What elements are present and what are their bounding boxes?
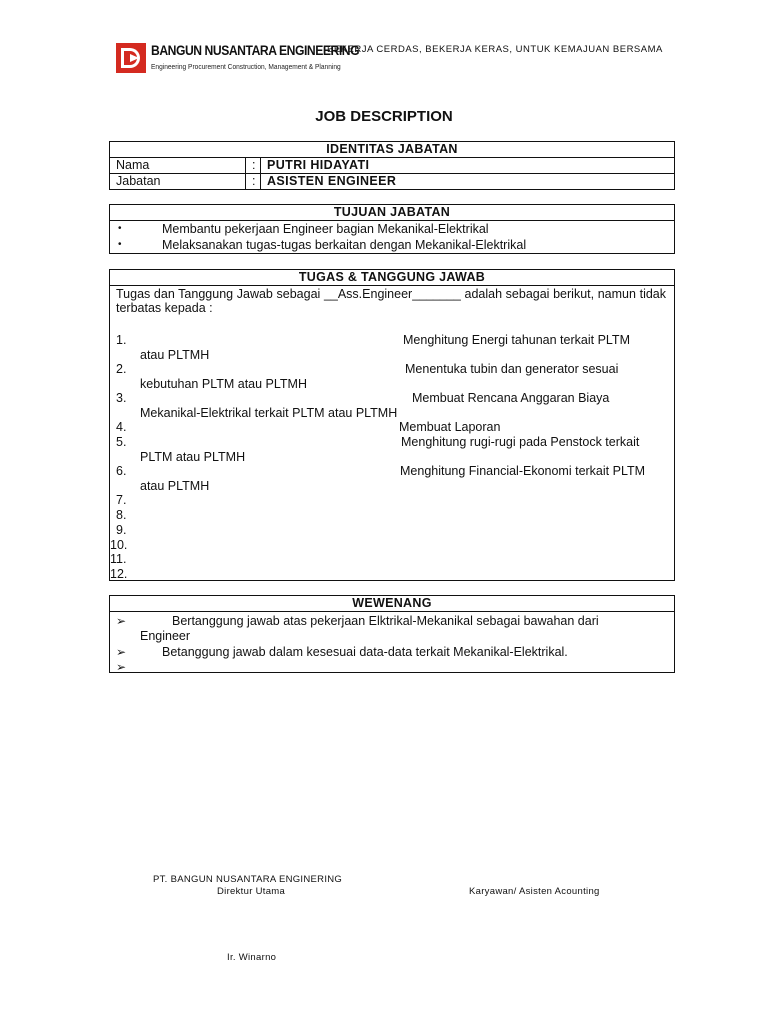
company-name: BANGUN NUSANTARA ENGINEERING xyxy=(151,43,360,58)
nama-label: Nama xyxy=(110,158,246,174)
tugas-body xyxy=(110,286,674,580)
item-number: 1. xyxy=(116,333,127,347)
nama-colon: : xyxy=(246,158,261,174)
tugas-section xyxy=(109,269,675,581)
tugas-item-continuation: atau PLTMH xyxy=(140,479,210,493)
bullet-icon: • xyxy=(118,223,122,234)
jabatan-colon: : xyxy=(246,174,261,190)
company-logo xyxy=(116,43,146,73)
director-name: Ir. Winarno xyxy=(227,952,277,963)
bullet-icon: • xyxy=(118,239,122,250)
item-number: 9. xyxy=(116,523,127,537)
tugas-item-text: Menghitung rugi-rugi pada Penstock terkait xyxy=(401,435,640,449)
tugas-item-text: Menentuka tubin dan generator sesuai xyxy=(405,362,619,376)
wewenang-section xyxy=(109,595,675,673)
item-number: 3. xyxy=(116,391,127,405)
item-number: 4. xyxy=(116,420,127,434)
item-number: 6. xyxy=(116,464,127,478)
wewenang-body xyxy=(110,612,674,672)
tugas-item-text: Menghitung Energi tahunan terkait PLTM xyxy=(403,333,630,347)
arrow-bullet-icon: ➢ xyxy=(116,660,127,674)
tujuan-item-text: Melaksanakan tugas-tugas berkaitan dengan Mekanikal-Elektrikal xyxy=(162,238,527,252)
company-signatory: PT. BANGUN NUSANTARA ENGINERING xyxy=(153,874,343,885)
identitas-table xyxy=(110,158,674,189)
tugas-intro: Tugas dan Tanggung Jawab sebagai __Ass.Engineer_______ adalah sebagai berikut, namun tidak terbatas kepada : xyxy=(116,287,666,315)
nama-value: PUTRI HIDAYATI xyxy=(267,158,370,172)
company-subtitle: Engineering Procurement Construction, Management & Planning xyxy=(151,62,341,71)
letterhead xyxy=(116,40,676,76)
list-item xyxy=(110,237,674,253)
item-number: 7. xyxy=(116,493,127,507)
identitas-section xyxy=(109,141,675,190)
tujuan-item-text: Membantu pekerjaan Engineer bagian Mekanikal-Elektrikal xyxy=(162,222,489,236)
item-number: 10. xyxy=(110,538,128,552)
arrow-bullet-icon: ➢ xyxy=(116,645,127,659)
wewenang-item-continuation: Engineer xyxy=(140,629,191,643)
document-title: JOB DESCRIPTION xyxy=(315,108,453,125)
company-tagline: BEKERJA CERDAS, BEKERJA KERAS, UNTUK KEMAJUAN BERSAMA xyxy=(327,44,663,55)
identitas-heading: IDENTITAS JABATAN xyxy=(110,142,674,158)
tugas-item-continuation: PLTM atau PLTMH xyxy=(140,450,246,464)
wewenang-heading: WEWENANG xyxy=(110,596,674,612)
table-row xyxy=(110,174,674,190)
list-item xyxy=(110,221,674,237)
item-number: 12. xyxy=(110,567,128,581)
item-number: 2. xyxy=(116,362,127,376)
tujuan-section xyxy=(109,204,675,254)
wewenang-item-text: Betanggung jawab dalam kesesuai data-data terkait Mekanikal-Elektrikal. xyxy=(162,645,568,659)
tugas-item-continuation: atau PLTMH xyxy=(140,348,210,362)
tugas-heading: TUGAS & TANGGUNG JAWAB xyxy=(110,270,674,286)
tujuan-heading: TUJUAN JABATAN xyxy=(110,205,674,221)
arrow-bullet-icon: ➢ xyxy=(116,614,127,628)
item-number: 11. xyxy=(110,552,127,566)
tugas-item-text: Membuat Laporan xyxy=(399,420,501,434)
jabatan-label: Jabatan xyxy=(110,174,246,190)
wewenang-item-text: Bertanggung jawab atas pekerjaan Elktrikal-Mekanikal sebagai bawahan dari xyxy=(172,614,599,628)
item-number: 8. xyxy=(116,508,127,522)
tugas-item-continuation: kebutuhan PLTM atau PLTMH xyxy=(140,377,307,391)
tugas-item-continuation: Mekanikal-Elektrikal terkait PLTM atau PLTMH xyxy=(140,406,398,420)
tugas-item-text: Membuat Rencana Anggaran Biaya xyxy=(412,391,610,405)
jabatan-value: ASISTEN ENGINEER xyxy=(261,174,675,190)
employee-title: Karyawan/ Asisten Acounting xyxy=(469,886,600,897)
item-number: 5. xyxy=(116,435,127,449)
tugas-item-text: Menghitung Financial-Ekonomi terkait PLTM xyxy=(400,464,646,478)
director-title: Direktur Utama xyxy=(217,886,286,897)
table-row xyxy=(110,158,674,174)
